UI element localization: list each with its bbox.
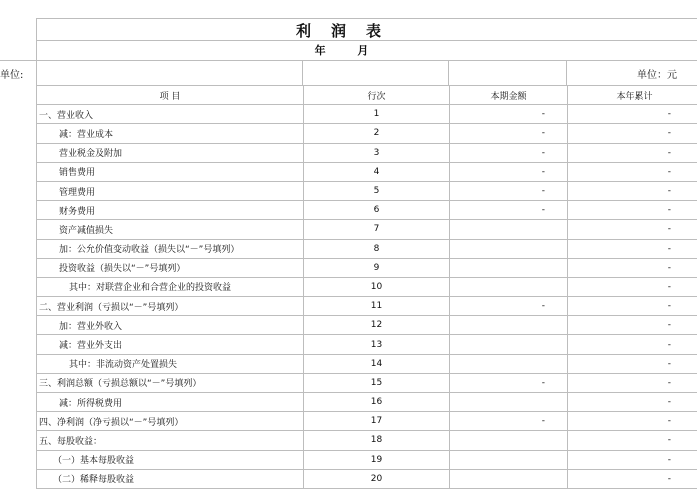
table-row	[37, 354, 697, 373]
row-current-amount	[450, 431, 568, 450]
row-ytd-amount: -	[568, 143, 697, 162]
row-item-label: 五、每股收益：	[37, 431, 304, 450]
row-item-label: 三、利润总额（亏损总额以“－”号填列）	[37, 373, 304, 392]
row-ytd-amount: -	[568, 258, 697, 277]
table-row	[37, 162, 697, 181]
row-line-number: 18	[304, 431, 450, 450]
row-current-amount	[450, 239, 568, 258]
row-current-amount: -	[450, 124, 568, 143]
row-line-number: 5	[304, 181, 450, 200]
row-ytd-amount: -	[568, 393, 697, 412]
unit-divider-1	[302, 60, 303, 85]
row-current-amount	[450, 335, 568, 354]
row-ytd-amount: -	[568, 201, 697, 220]
row-line-number: 15	[304, 373, 450, 392]
row-item-label: 资产减值损失	[37, 220, 304, 239]
row-ytd-amount: -	[568, 316, 697, 335]
table-row	[37, 431, 697, 450]
row-item-label: 财务费用	[37, 201, 304, 220]
table-header-row	[37, 86, 697, 105]
row-current-amount	[450, 450, 568, 469]
period-divider	[0, 60, 697, 61]
table-row	[37, 373, 697, 392]
row-line-number: 12	[304, 316, 450, 335]
row-item-label: 加：营业外收入	[37, 316, 304, 335]
row-item-label: （一）基本每股收益	[37, 450, 304, 469]
row-line-number: 16	[304, 393, 450, 412]
row-current-amount	[450, 258, 568, 277]
row-ytd-amount: -	[568, 220, 697, 239]
table-row	[37, 277, 697, 296]
row-line-number: 19	[304, 450, 450, 469]
row-ytd-amount: -	[568, 450, 697, 469]
table-row	[37, 469, 697, 488]
table-row	[37, 335, 697, 354]
row-ytd-amount: -	[568, 277, 697, 296]
row-current-amount	[450, 277, 568, 296]
row-ytd-amount: -	[568, 181, 697, 200]
table-row	[37, 239, 697, 258]
row-current-amount	[450, 354, 568, 373]
table-row	[37, 124, 697, 143]
table-row	[37, 201, 697, 220]
row-line-number: 13	[304, 335, 450, 354]
row-current-amount	[450, 393, 568, 412]
row-ytd-amount: -	[568, 105, 697, 124]
row-line-number: 17	[304, 412, 450, 431]
table-row	[37, 258, 697, 277]
top-border	[36, 18, 697, 19]
row-ytd-amount: -	[568, 124, 697, 143]
table-row	[37, 412, 697, 431]
row-item-label: 减：营业外支出	[37, 335, 304, 354]
row-line-number: 3	[304, 143, 450, 162]
row-current-amount	[450, 469, 568, 488]
row-item-label: 销售费用	[37, 162, 304, 181]
row-item-label: （二）稀释每股收益	[37, 469, 304, 488]
row-current-amount: -	[450, 181, 568, 200]
table-row	[37, 393, 697, 412]
row-line-number: 2	[304, 124, 450, 143]
row-ytd-amount: -	[568, 335, 697, 354]
row-ytd-amount: -	[568, 431, 697, 450]
row-item-label: 减：营业成本	[37, 124, 304, 143]
row-item-label: 营业税金及附加	[37, 143, 304, 162]
row-line-number: 4	[304, 162, 450, 181]
row-ytd-amount: -	[568, 412, 697, 431]
row-item-label: 投资收益（损失以“－”号填列）	[37, 258, 304, 277]
row-item-label: 其中：对联营企业和合营企业的投资收益	[37, 277, 304, 296]
row-current-amount: -	[450, 143, 568, 162]
row-line-number: 6	[304, 201, 450, 220]
row-current-amount: -	[450, 162, 568, 181]
row-ytd-amount: -	[568, 239, 697, 258]
unit-divider-2	[448, 60, 449, 85]
row-current-amount: -	[450, 105, 568, 124]
row-line-number: 9	[304, 258, 450, 277]
row-ytd-amount: -	[568, 297, 697, 316]
row-line-number: 11	[304, 297, 450, 316]
column-header-line: 行次	[304, 86, 450, 105]
row-ytd-amount: -	[568, 469, 697, 488]
row-item-label: 减：所得税费用	[37, 393, 304, 412]
row-ytd-amount: -	[568, 162, 697, 181]
income-table	[36, 85, 697, 489]
column-header-item: 项 目	[37, 86, 304, 105]
row-line-number: 20	[304, 469, 450, 488]
title-divider	[36, 40, 697, 41]
row-item-label: 加：公允价值变动收益（损失以“－”号填列）	[37, 239, 304, 258]
row-current-amount: -	[450, 373, 568, 392]
unit-label-right: 单位：元	[637, 70, 677, 81]
row-current-amount: -	[450, 201, 568, 220]
table-row	[37, 181, 697, 200]
statement-title: 利润表	[295, 22, 401, 40]
table-row	[37, 105, 697, 124]
row-current-amount	[450, 220, 568, 239]
row-line-number: 7	[304, 220, 450, 239]
period-label: 年 月	[314, 44, 383, 57]
unit-label-left: 单位:	[0, 70, 24, 81]
row-ytd-amount: -	[568, 373, 697, 392]
row-item-label: 管理费用	[37, 181, 304, 200]
unit-divider-3	[566, 60, 567, 85]
row-current-amount: -	[450, 297, 568, 316]
row-line-number: 1	[304, 105, 450, 124]
table-row	[37, 450, 697, 469]
row-item-label: 其中：非流动资产处置损失	[37, 354, 304, 373]
row-line-number: 14	[304, 354, 450, 373]
table-row	[37, 143, 697, 162]
row-current-amount	[450, 316, 568, 335]
row-item-label: 四、净利润（净亏损以“－”号填列）	[37, 412, 304, 431]
table-row	[37, 316, 697, 335]
row-line-number: 8	[304, 239, 450, 258]
row-current-amount: -	[450, 412, 568, 431]
column-header-current: 本期金额	[450, 86, 568, 105]
row-ytd-amount: -	[568, 354, 697, 373]
row-item-label: 二、营业利润（亏损以“－”号填列）	[37, 297, 304, 316]
row-item-label: 一、营业收入	[37, 105, 304, 124]
column-header-ytd: 本年累计	[568, 86, 697, 105]
table-row	[37, 220, 697, 239]
table-row	[37, 297, 697, 316]
row-line-number: 10	[304, 277, 450, 296]
